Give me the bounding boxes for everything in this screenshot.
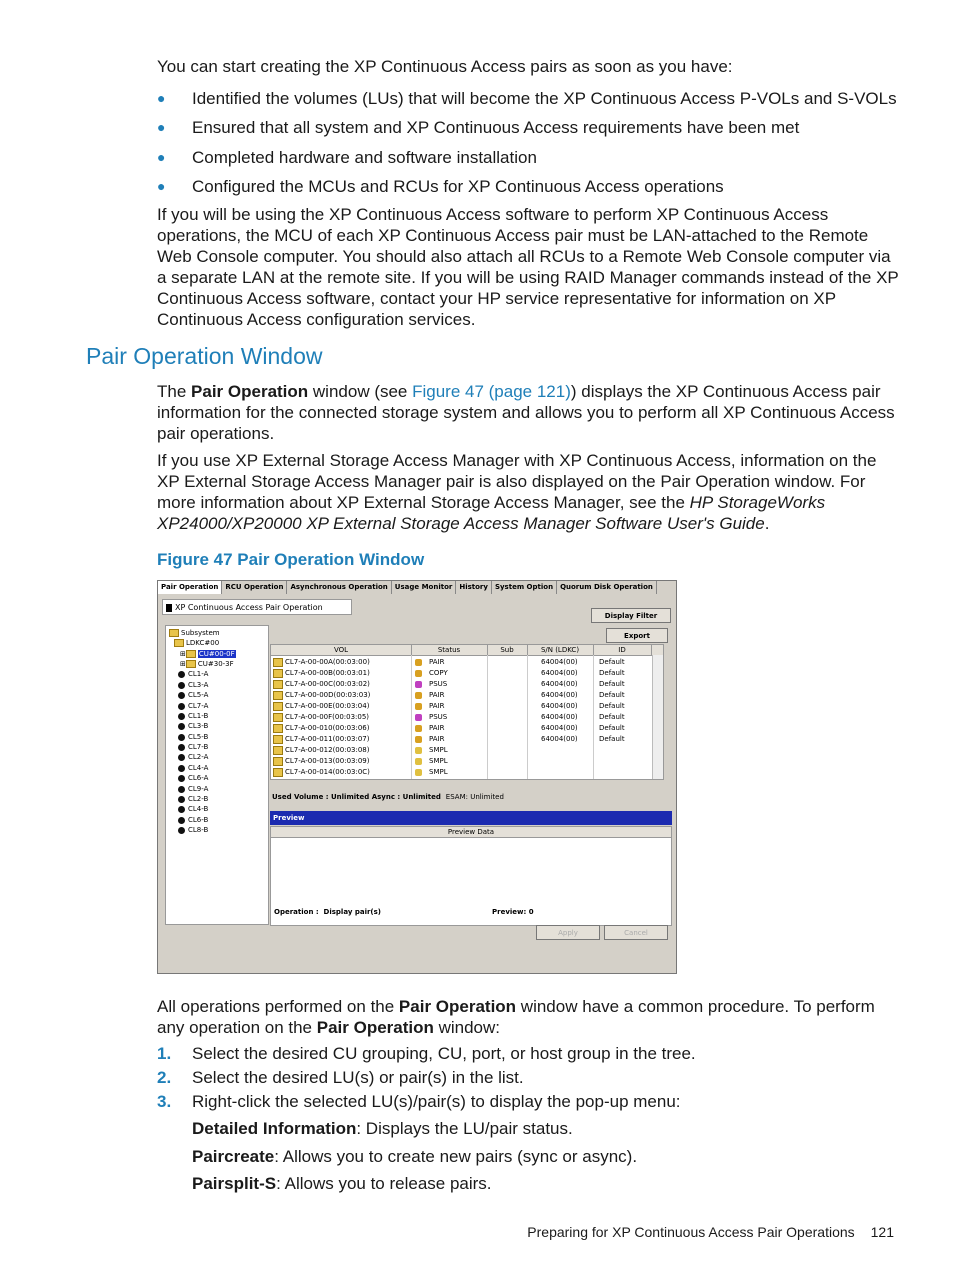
table-cell: 64004(00) <box>541 724 578 732</box>
table-cell: CL7-A-00-012(00:03:08) <box>285 746 370 754</box>
figure-link[interactable]: Figure 47 (page 121) <box>412 382 571 401</box>
port-icon <box>178 671 185 678</box>
table-cell: PAIR <box>429 702 445 710</box>
port-icon <box>178 827 185 834</box>
table-cell <box>487 679 527 690</box>
page-number: 121 <box>870 1224 894 1240</box>
tree-port[interactable]: CL3-A <box>178 681 208 689</box>
intro-text: You can start creating the XP Continuous Access pairs as soon as you have: <box>157 57 733 76</box>
table-cell: CL7-A-00-00A(00:03:00) <box>285 658 370 666</box>
table-cell: CL7-A-00-011(00:03:07) <box>285 735 370 743</box>
port-icon <box>178 734 185 741</box>
tree-port[interactable]: CL2-B <box>178 795 208 803</box>
tree-port[interactable]: CL1-B <box>178 712 208 720</box>
table-row[interactable] <box>271 723 663 734</box>
volume-icon <box>273 745 283 756</box>
table-cell: CL7-A-00-00F(00:03:05) <box>285 713 370 721</box>
status-icon <box>415 767 425 778</box>
tree-port[interactable]: CL5-A <box>178 691 208 699</box>
tree-port[interactable]: CL7-A <box>178 702 208 710</box>
section-heading: Pair Operation Window <box>86 343 323 369</box>
table-row[interactable] <box>271 756 663 767</box>
table-cell <box>487 756 527 767</box>
table-cell: Default <box>599 691 625 699</box>
table-cell: PAIR <box>429 691 445 699</box>
tree-cu-other[interactable]: ⊞ CU#30-3F <box>180 660 234 668</box>
table-cell: CL7-A-00-00E(00:03:04) <box>285 702 370 710</box>
preview-count: Preview: 0 <box>492 908 534 916</box>
menu-definition: Pairsplit-S: Allows you to release pairs. <box>192 1174 492 1193</box>
col-id[interactable]: ID <box>593 645 652 655</box>
status-icon <box>415 668 425 679</box>
window-title: XP Continuous Access Pair Operation <box>162 599 352 615</box>
table-cell: Default <box>599 713 625 721</box>
table-cell: PSUS <box>429 680 448 688</box>
preview-data-header: Preview Data <box>271 827 671 838</box>
table-cell <box>487 734 527 745</box>
port-icon <box>178 765 185 772</box>
status-icon <box>415 734 425 745</box>
table-cell <box>487 745 527 756</box>
table-row[interactable] <box>271 679 663 690</box>
port-icon <box>178 744 185 751</box>
table-header <box>271 645 663 656</box>
tree-cu-selected[interactable]: ⊞ CU#00-0F <box>180 650 235 658</box>
status-icon <box>415 745 425 756</box>
volume-icon <box>273 668 283 679</box>
tree-port[interactable]: CL4-B <box>178 805 208 813</box>
table-cell: Default <box>599 669 625 677</box>
table-cell: Default <box>599 735 625 743</box>
table-cell <box>541 756 593 767</box>
footer-title: Preparing for XP Continuous Access Pair Operations <box>527 1224 855 1240</box>
status-icon <box>415 701 425 712</box>
table-row[interactable] <box>271 701 663 712</box>
tree-port[interactable]: CL5-B <box>178 733 208 741</box>
table-cell: Default <box>599 658 625 666</box>
table-cell: SMPL <box>429 768 448 776</box>
table-cell: CL7-A-00-013(00:03:09) <box>285 757 370 765</box>
bullet-icon: ● <box>157 149 166 165</box>
tab-system-option[interactable]: System Option <box>492 581 557 594</box>
tree-ldkc[interactable]: LDKC#00 <box>174 639 219 647</box>
table-cell <box>599 756 649 767</box>
apply-button[interactable]: Apply <box>536 925 600 940</box>
table-cell: COPY <box>429 669 448 677</box>
esam-paragraph: If you use XP External Storage Access Manager with XP Continuous Access, information on the XP External Storage Access Manager pair is also displayed on the Pair Operation window. For more information about XP External Storage Access Manager, see the HP StorageWorks XP24000/XP20000 XP External Storage Access Manager Software User's Guide. <box>157 451 877 533</box>
bullet-icon: ● <box>157 178 166 194</box>
menu-definition: Detailed Information: Displays the LU/pair status. <box>192 1119 573 1138</box>
tree-port[interactable]: CL6-B <box>178 816 208 824</box>
volume-icon <box>273 701 283 712</box>
tab-usage-monitor[interactable]: Usage Monitor <box>392 581 457 594</box>
volume-icon <box>273 712 283 723</box>
folder-icon <box>169 629 179 637</box>
table-row[interactable] <box>271 734 663 745</box>
port-icon <box>178 796 185 803</box>
table-cell <box>599 767 649 778</box>
table-row[interactable] <box>271 690 663 701</box>
tab-async-operation[interactable]: Asynchronous Operation <box>287 581 391 594</box>
bullet-icon: ● <box>157 90 166 106</box>
volume-icon <box>273 723 283 734</box>
folder-icon <box>186 660 196 668</box>
tab-history[interactable]: History <box>456 581 492 594</box>
bullet-icon: ● <box>157 119 166 135</box>
preview-bar: Preview <box>270 811 672 825</box>
volume-icon <box>273 679 283 690</box>
tree-port[interactable]: CL9-A <box>178 785 208 793</box>
table-row[interactable] <box>271 668 663 679</box>
tree-port[interactable]: CL8-B <box>178 826 208 834</box>
pair-list-table <box>270 644 664 780</box>
tree-port[interactable]: CL2-A <box>178 753 208 761</box>
port-icon <box>178 786 185 793</box>
table-row[interactable] <box>271 712 663 723</box>
port-icon <box>178 806 185 813</box>
pair-operation-paragraph: The Pair Operation window (see Figure 47 (page 121)) displays the XP Continuous Access pair information for the connected storage system and allows you to perform all XP Continuous Access pair operations. <box>157 382 895 443</box>
table-cell <box>487 712 527 723</box>
folder-icon <box>174 639 184 647</box>
port-icon <box>178 682 185 689</box>
table-cell: CL7-A-00-010(00:03:06) <box>285 724 370 732</box>
table-cell: CL7-A-00-00B(00:03:01) <box>285 669 370 677</box>
cancel-button[interactable]: Cancel <box>604 925 668 940</box>
tree-port[interactable]: CL4-A <box>178 764 208 772</box>
col-status[interactable]: Status <box>411 645 488 655</box>
table-cell: PSUS <box>429 713 448 721</box>
folder-icon <box>186 650 196 658</box>
volume-icon <box>273 767 283 778</box>
col-sub[interactable]: Sub <box>487 645 528 655</box>
port-icon <box>178 817 185 824</box>
table-cell: Default <box>599 702 625 710</box>
table-cell <box>487 767 527 778</box>
volume-icon <box>273 734 283 745</box>
status-icon <box>415 679 425 690</box>
tree-port[interactable]: CL3-B <box>178 722 208 730</box>
table-cell: 64004(00) <box>541 658 578 666</box>
page-footer <box>527 1224 894 1240</box>
col-vol[interactable]: VOL <box>271 645 412 655</box>
tree-port[interactable]: CL7-B <box>178 743 208 751</box>
tree-port[interactable]: CL1-A <box>178 670 208 678</box>
table-cell: Default <box>599 724 625 732</box>
table-row[interactable] <box>271 745 663 756</box>
table-cell <box>541 767 593 778</box>
export-button[interactable]: Export <box>606 628 668 643</box>
tab-pair-operation[interactable]: Pair Operation <box>158 581 222 594</box>
table-cell: SMPL <box>429 746 448 754</box>
table-cell: 64004(00) <box>541 702 578 710</box>
table-cell <box>487 690 527 701</box>
tree-root[interactable]: Subsystem <box>169 629 220 637</box>
table-cell <box>541 745 593 756</box>
table-cell: 64004(00) <box>541 669 578 677</box>
volume-icon <box>273 756 283 767</box>
procedure-paragraph: All operations performed on the Pair Operation window have a common procedure. To perform any operation on the Pair Operation window: <box>157 997 875 1037</box>
table-cell: 64004(00) <box>541 691 578 699</box>
table-cell: CL7-A-00-00D(00:03:03) <box>285 691 371 699</box>
status-icon <box>415 723 425 734</box>
col-sn[interactable]: S/N (LDKC) <box>527 645 594 655</box>
table-cell: PAIR <box>429 724 445 732</box>
table-cell <box>487 668 527 679</box>
table-cell: 64004(00) <box>541 735 578 743</box>
table-cell <box>487 657 527 668</box>
figure-caption: Figure 47 Pair Operation Window <box>157 550 425 569</box>
port-icon <box>178 713 185 720</box>
table-cell: 64004(00) <box>541 713 578 721</box>
volume-icon <box>273 657 283 668</box>
operation-label: Operation : Display pair(s) <box>274 908 381 916</box>
table-cell <box>487 701 527 712</box>
table-cell: 64004(00) <box>541 680 578 688</box>
table-row[interactable] <box>271 657 663 668</box>
port-icon <box>178 754 185 761</box>
table-cell: PAIR <box>429 735 445 743</box>
table-cell: CL7-A-00-014(00:03:0C) <box>285 768 370 776</box>
status-icon <box>415 690 425 701</box>
used-volume-info: Used Volume : Unlimited Async : Unlimited ESAM: Unlimited <box>272 793 504 801</box>
tree-panel <box>165 625 269 925</box>
table-cell: Default <box>599 680 625 688</box>
display-filter-button[interactable]: Display Filter <box>591 608 671 623</box>
table-cell <box>487 723 527 734</box>
port-icon <box>178 703 185 710</box>
pair-operation-screenshot <box>157 580 677 974</box>
status-icon <box>415 657 425 668</box>
software-paragraph: If you will be using the XP Continuous Access software to perform XP Continuous Access operations, the MCU of each XP Continuous Access pair must be LAN-attached to the Remote Web Console computer. You should also attach all RCUs to a Remote Web Console computer via a separate LAN at the remote site. If you will be using RAID Manager commands instead of the XP Continuous Access software, contact your HP service representative for information on XP Continuous Access configuration services. <box>157 205 899 329</box>
port-icon <box>178 775 185 782</box>
tree-port[interactable]: CL6-A <box>178 774 208 782</box>
table-cell: PAIR <box>429 658 445 666</box>
tab-quorum-disk[interactable]: Quorum Disk Operation <box>557 581 657 594</box>
tab-bar <box>158 581 676 595</box>
port-icon <box>178 723 185 730</box>
volume-icon <box>273 690 283 701</box>
table-cell: CL7-A-00-00C(00:03:02) <box>285 680 370 688</box>
status-icon <box>415 712 425 723</box>
port-icon <box>178 692 185 699</box>
table-scrollbar[interactable] <box>652 655 663 779</box>
table-row[interactable] <box>271 767 663 778</box>
table-cell: SMPL <box>429 757 448 765</box>
menu-definition: Paircreate: Allows you to create new pairs (sync or async). <box>192 1147 638 1166</box>
status-icon <box>415 756 425 767</box>
table-cell <box>599 745 649 756</box>
title-marker-icon <box>166 604 172 612</box>
tab-rcu-operation[interactable]: RCU Operation <box>222 581 287 594</box>
